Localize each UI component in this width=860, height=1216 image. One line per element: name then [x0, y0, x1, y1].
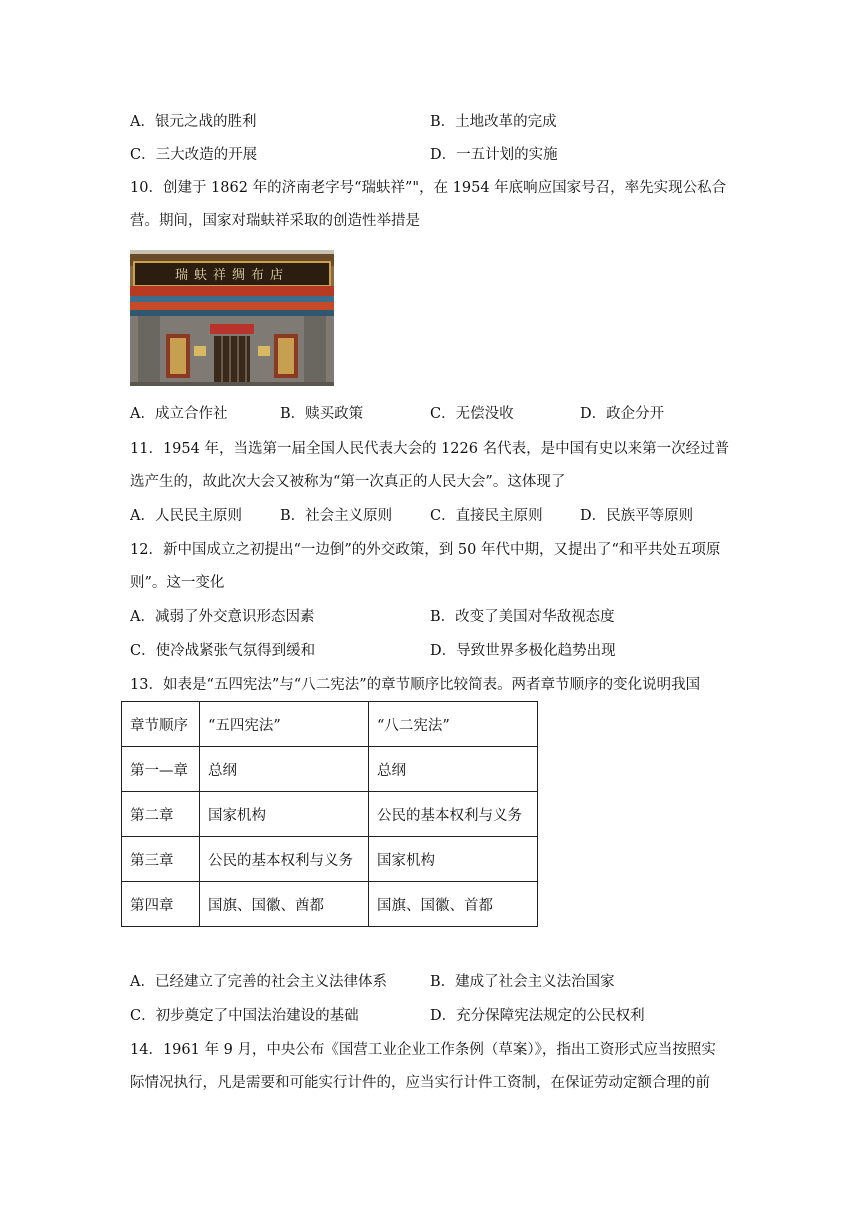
- table-cell: 国旗、国徽、酋都: [200, 882, 369, 927]
- table-header-cell: “八二宪法”: [369, 702, 538, 747]
- table-cell: 第四章: [122, 882, 200, 927]
- q12-option-d: D．导致世界多极化趋势出现: [430, 643, 616, 659]
- table-cell: 公民的基本权利与义务: [200, 837, 369, 882]
- table-cell: 第三章: [122, 837, 200, 882]
- q12-stem-line2: 则”。这一变化: [130, 575, 225, 591]
- table-cell: 总纲: [369, 747, 538, 792]
- q11-stem-line1: 11．1954 年，当选第一届全国人民代表大会的 1226 名代表，是中国有史以来第一次经过普: [130, 441, 730, 457]
- q11-option-a: A．人民民主原则: [130, 508, 242, 524]
- q9-option-b: B．土地改革的完成: [430, 114, 557, 130]
- table-cell: 国旗、国徽、首都: [369, 882, 538, 927]
- q9-option-a: A．银元之战的胜利: [130, 114, 257, 130]
- storefront-sign-text: 瑞蚨祥绸布店: [174, 268, 290, 283]
- q14-stem-line2: 际情况执行，凡是需要和可能实行计件的，应当实行计件工资制，在保证劳动定额合理的前: [130, 1075, 710, 1091]
- table-header-row: [122, 702, 538, 747]
- table-row: [122, 882, 538, 927]
- q9-option-c: C．三大改造的开展: [130, 147, 258, 163]
- q11-stem-line2: 选产生的，故此次大会又被称为“第一次真正的人民大会”。这体现了: [130, 474, 566, 490]
- q12-option-a: A．减弱了外交意识形态因素: [130, 609, 315, 625]
- q13-option-b: B．建成了社会主义法治国家: [430, 974, 615, 990]
- q13-option-d: D．充分保障宪法规定的公民权利: [430, 1008, 645, 1024]
- q10-option-a: A．成立合作社: [130, 406, 228, 422]
- q14-stem-line1: 14．1961 年 9 月，中央公布《国营工业企业工作条例（草案）》，指出工资形式应当按照实: [130, 1042, 716, 1058]
- q10-option-d: D．政企分开: [580, 406, 665, 422]
- q13-stem-line1: 13．如表是“五四宪法”与“八二宪法”的章节顺序比较简表。两者章节顺序的变化说明我国: [130, 677, 701, 693]
- q10-option-b: B．赎买政策: [280, 406, 364, 422]
- q11-option-b: B．社会主义原则: [280, 508, 393, 524]
- table-cell: 第二章: [122, 792, 200, 837]
- q10-option-c: C．无偿没收: [430, 406, 514, 422]
- q11-option-d: D．民族平等原则: [580, 508, 694, 524]
- table-row: [122, 747, 538, 792]
- q13-option-a: A．已经建立了完善的社会主义法律体系: [130, 974, 387, 990]
- table-cell: 公民的基本权利与义务: [369, 792, 538, 837]
- table-row: [122, 792, 538, 837]
- q10-stem-line1: 10．创建于 1862 年的济南老字号“瑞蚨祥”"，在 1954 年底响应国家号召，率先实现公私合: [130, 180, 727, 196]
- table-row: [122, 837, 538, 882]
- q11-option-c: C．直接民主原则: [430, 508, 543, 524]
- q10-stem-line2: 营。期间，国家对瑞蚨祥采取的创造性举措是: [130, 213, 420, 229]
- table-header-cell: 章节顺序: [122, 702, 200, 747]
- q12-option-b: B．改变了美国对华敌视态度: [430, 609, 615, 625]
- table-cell: 国家机构: [200, 792, 369, 837]
- table-cell: 总纲: [200, 747, 369, 792]
- storefront-photo: [130, 250, 334, 386]
- q12-stem-line1: 12．新中国成立之初提出“一边倒”的外交政策，到 50 年代中期，又提出了“和平共处五项原: [130, 542, 721, 558]
- table-header-cell: “五四宪法”: [200, 702, 369, 747]
- q13-option-c: C．初步奠定了中国法治建设的基础: [130, 1008, 359, 1024]
- constitution-comparison-table: [121, 701, 538, 927]
- q9-option-d: D．一五计划的实施: [430, 147, 558, 163]
- q12-option-c: C．使冷战紧张气氛得到缓和: [130, 643, 316, 659]
- table-cell: 国家机构: [369, 837, 538, 882]
- table-cell: 第一—章: [122, 747, 200, 792]
